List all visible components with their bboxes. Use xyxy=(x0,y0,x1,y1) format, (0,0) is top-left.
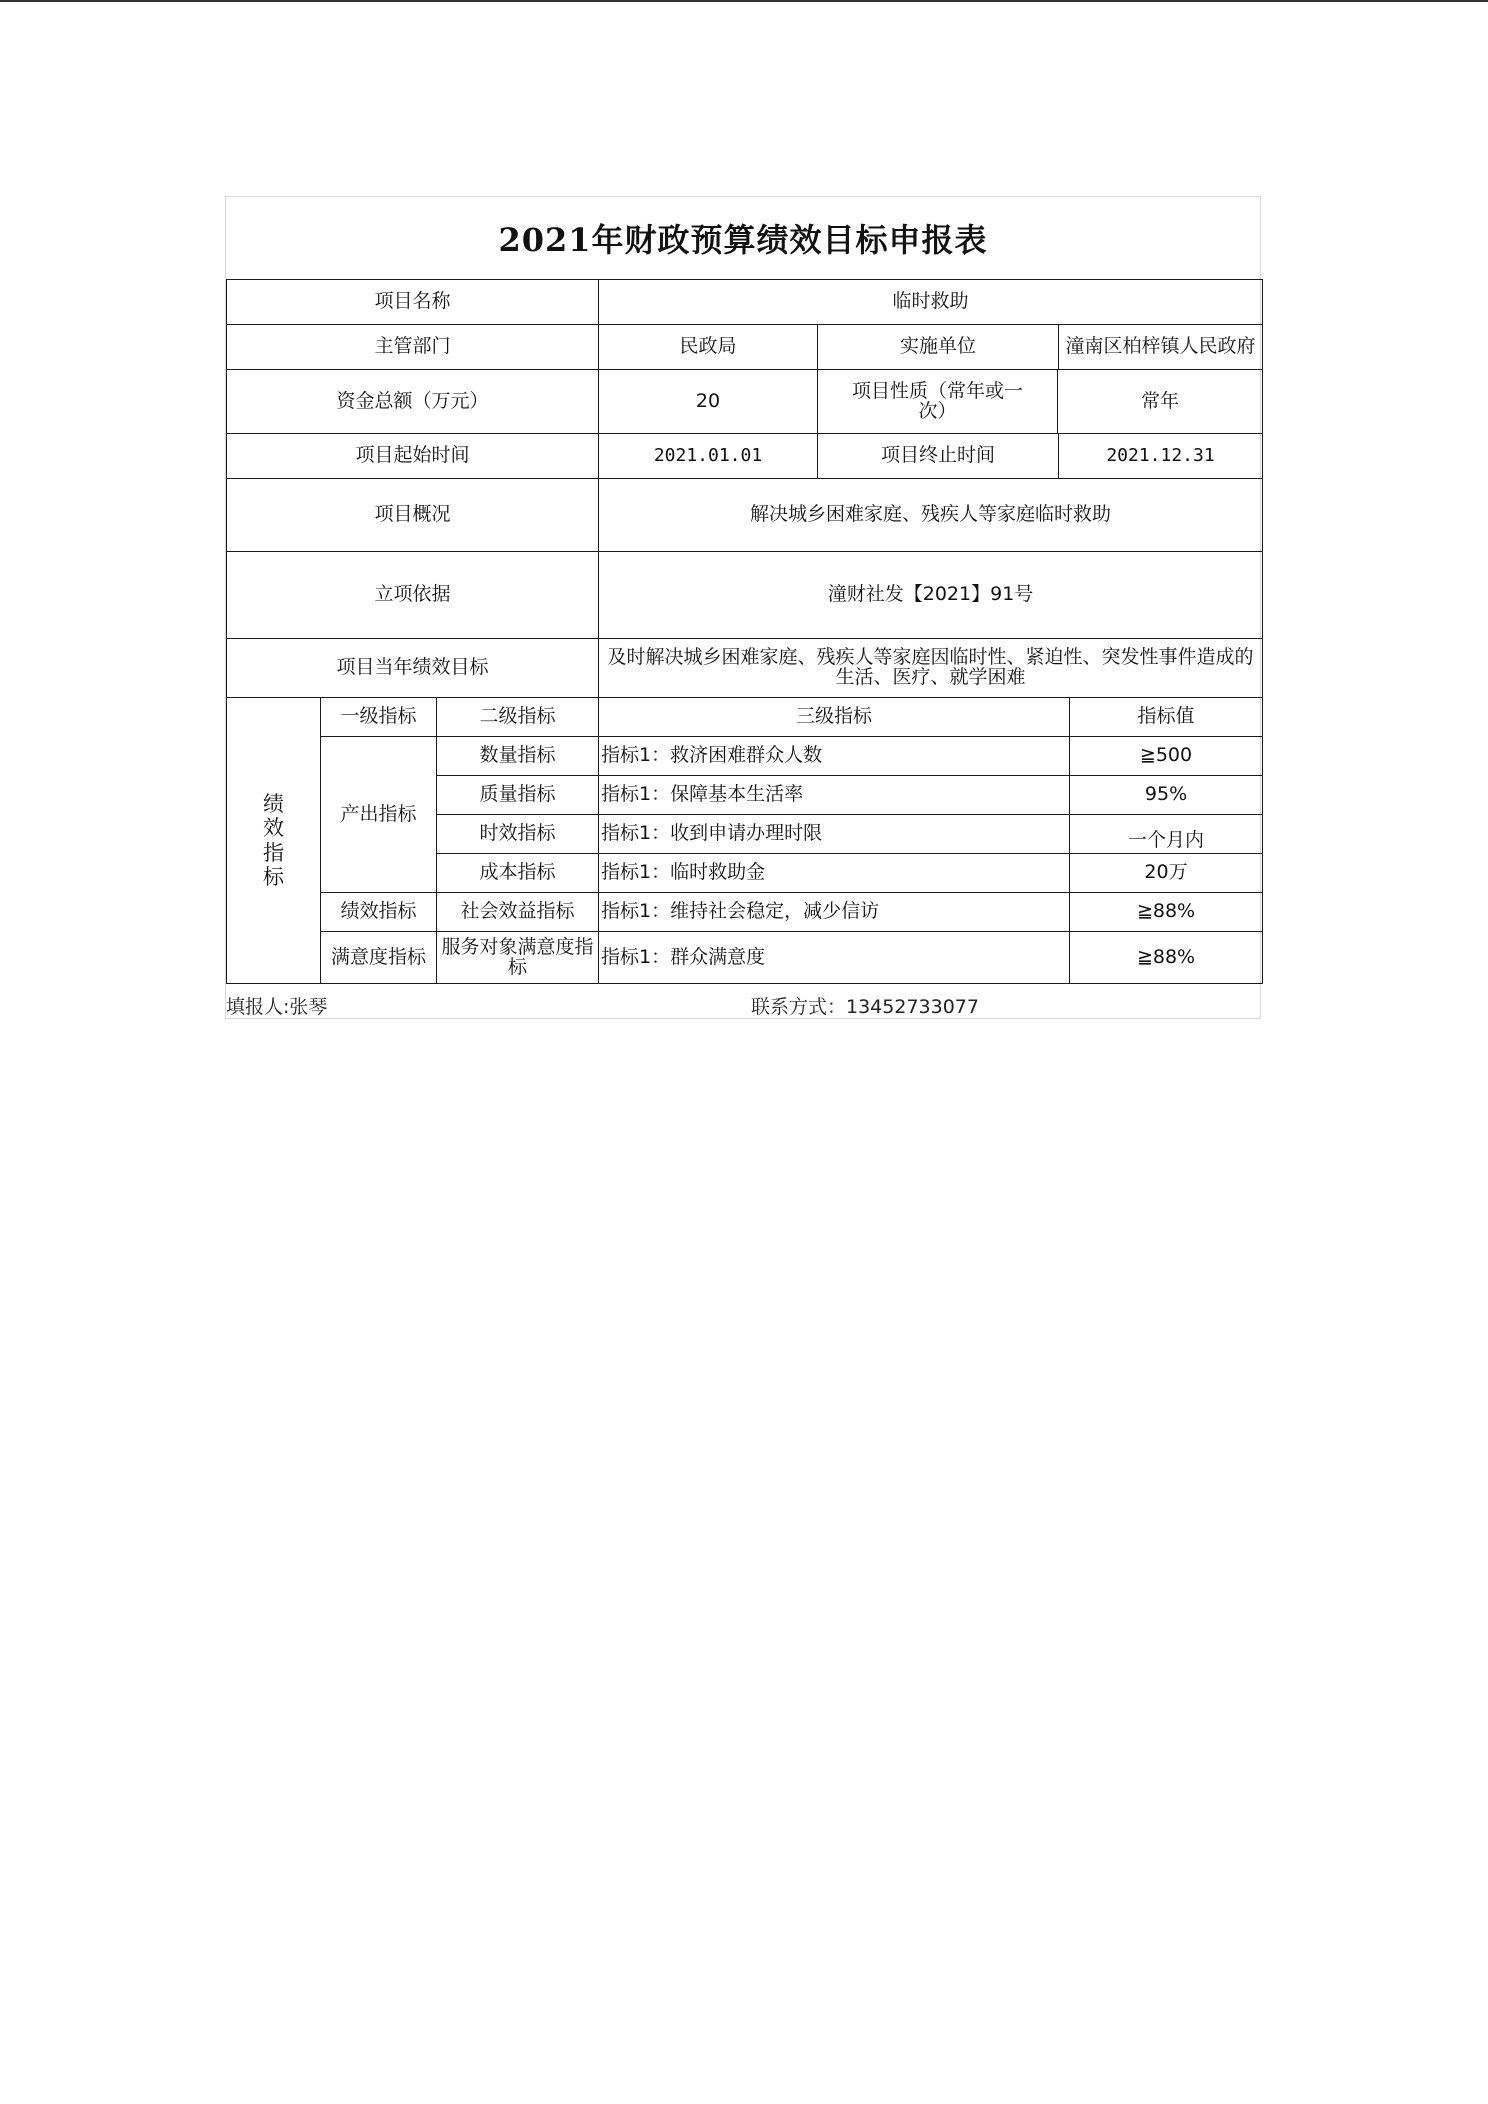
satisfaction-indicator-label: 满意度指标 xyxy=(321,932,437,984)
fund-label: 资金总额（万元） xyxy=(227,370,599,434)
project-name-value: 临时救助 xyxy=(599,280,1263,325)
row-fund xyxy=(227,370,1263,434)
budget-target-table xyxy=(226,279,1263,984)
performance-indicator-label: 绩效指标 xyxy=(321,893,437,932)
basis-label: 立项依据 xyxy=(227,552,599,639)
nature-value: 常年 xyxy=(1141,389,1180,412)
unit-label: 实施单位 xyxy=(818,325,1059,369)
row-overview xyxy=(227,479,1263,552)
row-basis xyxy=(227,552,1263,639)
contact-info: 联系方式：13452733077 xyxy=(751,996,979,1018)
dept-value: 民政局 xyxy=(599,325,818,369)
page-top-border xyxy=(0,0,1488,2)
level3-cell: 指标1：救济困难群众人数 xyxy=(599,737,1070,776)
basis-value: 潼财社发【2021】91号 xyxy=(599,552,1263,639)
level2-cell: 社会效益指标 xyxy=(437,893,599,932)
level3-cell: 指标1：保障基本生活率 xyxy=(599,776,1070,815)
level2-cell: 时效指标 xyxy=(437,815,599,854)
end-label: 项目终止时间 xyxy=(818,434,1059,478)
value-cell: ≧88% xyxy=(1070,893,1263,932)
row-department xyxy=(227,325,1263,370)
indicator-row xyxy=(227,737,1263,776)
form-title: 2021年财政预算绩效目标申报表 xyxy=(498,221,988,259)
level3-cell: 指标1：维持社会稳定，减少信访 xyxy=(599,893,1070,932)
output-indicator-label: 产出指标 xyxy=(321,737,437,893)
unit-value: 潼南区柏梓镇人民政府 xyxy=(1065,335,1256,358)
performance-group-label: 绩效指标 xyxy=(227,698,321,984)
overview-label: 项目概况 xyxy=(227,479,599,552)
dept-label: 主管部门 xyxy=(227,325,599,370)
value-cell: 20万 xyxy=(1070,854,1263,893)
overview-value: 解决城乡困难家庭、残疾人等家庭临时救助 xyxy=(599,479,1263,552)
nature-label: 项目性质（常年或一次） xyxy=(818,370,1058,433)
level3-cell: 指标1：临时救助金 xyxy=(599,854,1070,893)
level3-cell: 指标1：群众满意度 xyxy=(599,932,1070,984)
value-cell: ≧88% xyxy=(1070,932,1263,984)
value-cell: 一个月内 xyxy=(1070,815,1263,854)
level2-cell: 服务对象满意度指标 xyxy=(437,932,599,984)
row-dates xyxy=(227,434,1263,479)
goal-value: 及时解决城乡困难家庭、残疾人等家庭因临时性、紧迫性、突发性事件造成的生活、医疗、就学困难 xyxy=(599,639,1263,698)
row-project-name xyxy=(227,280,1263,325)
start-value: 2021.01.01 xyxy=(599,434,818,478)
header-level2: 二级指标 xyxy=(437,698,599,737)
end-value: 2021.12.31 xyxy=(1106,444,1215,466)
project-name-label: 项目名称 xyxy=(227,280,599,325)
indicator-row xyxy=(227,932,1263,984)
header-level1: 一级指标 xyxy=(321,698,437,737)
level2-cell: 成本指标 xyxy=(437,854,599,893)
level2-cell: 数量指标 xyxy=(437,737,599,776)
level2-cell: 质量指标 xyxy=(437,776,599,815)
header-value: 指标值 xyxy=(1070,698,1263,737)
indicator-header-row xyxy=(227,698,1263,737)
header-level3: 三级指标 xyxy=(599,698,1070,737)
level3-cell: 指标1：收到申请办理时限 xyxy=(599,815,1070,854)
goal-label: 项目当年绩效目标 xyxy=(227,639,599,698)
value-cell: ≧500 xyxy=(1070,737,1263,776)
start-label: 项目起始时间 xyxy=(227,434,599,479)
fund-value: 20 xyxy=(599,370,818,433)
filler-name: 填报人:张琴 xyxy=(226,996,328,1018)
value-cell: 95% xyxy=(1070,776,1263,815)
row-goal xyxy=(227,639,1263,698)
indicator-row xyxy=(227,893,1263,932)
